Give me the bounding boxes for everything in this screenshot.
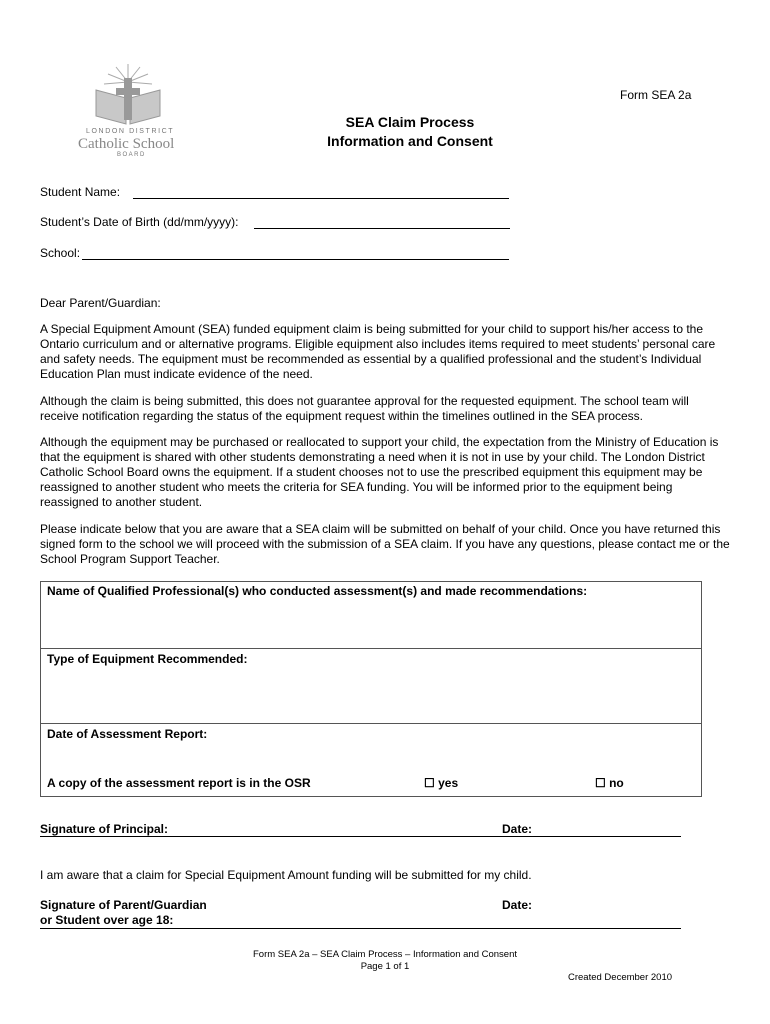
- box-divider: [41, 723, 701, 724]
- principal-signature-label: Signature of Principal:: [40, 822, 169, 836]
- professional-input-area[interactable]: [41, 596, 701, 652]
- logo-text-line1: LONDON DISTRICT: [86, 128, 175, 135]
- parent-signature-label-line1: Signature of Parent/Guardian: [40, 898, 207, 912]
- parent-signature-label-line2: or Student over age 18:: [40, 913, 174, 927]
- created-date: Created December 2010: [568, 972, 673, 983]
- dob-field[interactable]: [254, 228, 510, 229]
- form-title: SEA Claim Process: [345, 114, 475, 130]
- form-subtitle: Information and Consent: [327, 133, 493, 149]
- principal-signature-field[interactable]: [40, 836, 681, 837]
- paragraph-intro: A Special Equipment Amount (SEA) funded equipment claim is being submitted for your child to support his/her access to the Ontario curriculum and or alternative programs. Eligible equipment also includes items required to meet students’ personal care and safety needs. The equipment must be recommended as essential by a qualified professional and the student’s Individual Education Plan must indicate evidence of the need.: [40, 322, 716, 381]
- osr-no-checkbox[interactable]: ☐ no: [595, 776, 624, 790]
- awareness-statement: I am aware that a claim for Special Equipment Amount funding will be submitted for my child.: [40, 868, 532, 882]
- page-number: Page 1 of 1: [360, 961, 410, 972]
- osr-yes-checkbox[interactable]: ☐ yes: [424, 776, 459, 790]
- student-name-field[interactable]: [133, 198, 509, 199]
- assessment-box: [40, 581, 702, 797]
- school-field[interactable]: [82, 259, 509, 260]
- paragraph-ownership: Although the equipment may be purchased or reallocated to support your child, the expectation from the Ministry of Education is that the equipment is shared with other students demonstrating a need when it is not in use by your child. The London District Catholic School Board owns the equipment. If a student chooses not to use the prescribed equipment this equipment may be reassigned to another student who meets the criteria for SEA funding. You will be informed prior to the equipment being reassigned to another student.: [40, 435, 719, 509]
- equipment-label: Type of Equipment Recommended:: [47, 652, 248, 666]
- osr-label: A copy of the assessment report is in the OSR: [47, 776, 311, 790]
- paragraph-consent: Please indicate below that you are aware that a SEA claim will be submitted on behalf of your child. Once you have returned this signed form to the school we will proceed with the submission of a SEA claim. If you have any questions, please contact me or the School Program Support Teacher.: [40, 522, 730, 566]
- student-name-label: Student Name:: [40, 185, 121, 199]
- assessment-date-label: Date of Assessment Report:: [47, 727, 208, 741]
- parent-date-label: Date:: [502, 898, 533, 912]
- box-divider: [41, 648, 701, 649]
- principal-date-label: Date:: [502, 822, 533, 836]
- parent-signature-field[interactable]: [40, 928, 681, 929]
- salutation: Dear Parent/Guardian:: [40, 296, 161, 310]
- dob-label: Student’s Date of Birth (dd/mm/yyyy):: [40, 215, 239, 229]
- form-id: Form SEA 2a: [620, 88, 692, 102]
- footer-form-title: Form SEA 2a – SEA Claim Process – Information and Consent: [252, 949, 517, 960]
- paragraph-approval: Although the claim is being submitted, this does not guarantee approval for the requested equipment. The school team will receive notification regarding the status of the equipment request within the timelines outlined in the SEA process.: [40, 394, 689, 423]
- logo-text-line2: Catholic School: [78, 136, 175, 152]
- logo-text-line3: BOARD: [117, 152, 146, 158]
- school-label: School:: [40, 246, 81, 260]
- equipment-input-area[interactable]: [41, 666, 701, 722]
- professional-label: Name of Qualified Professional(s) who conducted assessment(s) and made recommendations:: [47, 584, 588, 598]
